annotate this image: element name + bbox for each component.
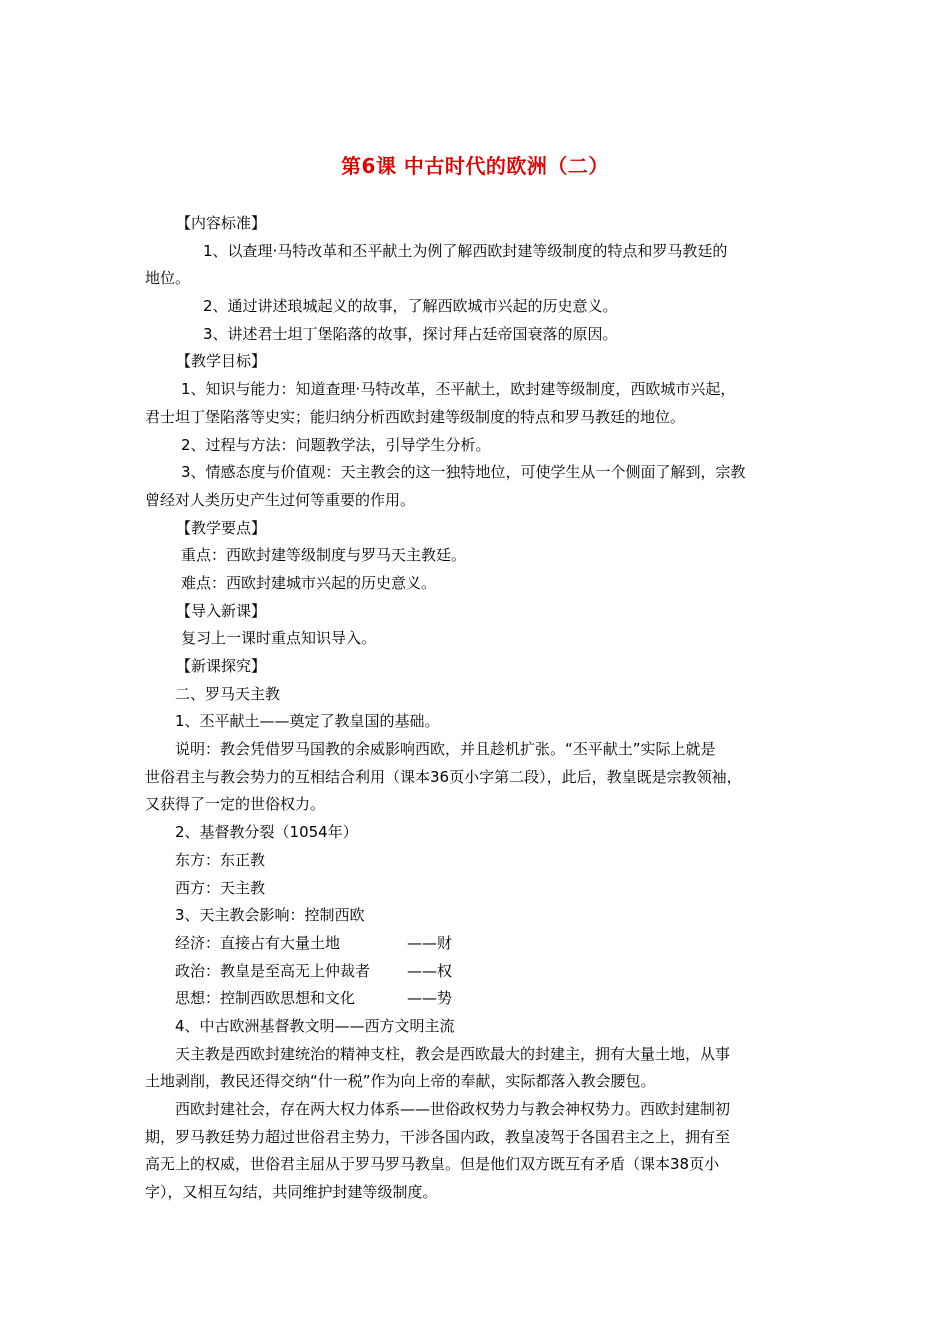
goal-item-3-cont: 曾经对人类历史产生过何等重要的作用。 bbox=[145, 490, 416, 509]
east-church: 东方：东正教 bbox=[175, 850, 266, 869]
page-title: 第6课 中古时代的欧洲（二） bbox=[341, 154, 609, 178]
west-church: 西方：天主教 bbox=[175, 878, 266, 897]
keypoint-focus: 重点：西欧封建等级制度与罗马天主教廷。 bbox=[181, 546, 467, 565]
section-header-standard: 【内容标准】 bbox=[176, 214, 267, 232]
paragraph-2-cont-3: 字），又相互勾结，共同维护封建等级制度。 bbox=[145, 1183, 438, 1202]
influence-politics bbox=[145, 958, 810, 986]
intro-text: 复习上一课时重点知识导入。 bbox=[181, 629, 377, 648]
paragraph-2: 西欧封建社会，存在两大权力体系——世俗政权势力与教会神权势力。西欧封建制初 bbox=[175, 1100, 731, 1118]
paragraph-1-cont: 土地剥削，教民还得交纳“什一税”作为向上帝的奉献，实际都落入教会腰包。 bbox=[145, 1072, 656, 1091]
standard-item-2: 2、通过讲述琅城起义的故事，了解西欧城市兴起的历史意义。 bbox=[203, 297, 618, 316]
document-body bbox=[145, 210, 810, 1207]
influence-economy bbox=[145, 930, 810, 958]
section-header-goals: 【教学目标】 bbox=[176, 352, 267, 371]
goal-item-2: 2、过程与方法：问题教学法，引导学生分析。 bbox=[181, 435, 491, 454]
influence-thought-tag: ——势 bbox=[407, 989, 453, 1008]
list-item-4: 4、中古欧洲基督教文明——西方文明主流 bbox=[175, 1016, 455, 1035]
standard-item-3: 3、讲述君士坦丁堡陷落的故事，探讨拜占廷帝国衰落的原因。 bbox=[203, 324, 618, 343]
standard-item-1: 1、以查理·马特改革和丕平献土为例了解西欧封建等级制度的特点和罗马教廷的 bbox=[203, 241, 728, 260]
section-header-intro: 【导入新课】 bbox=[176, 601, 267, 620]
part-title: 二、罗马天主教 bbox=[175, 684, 281, 703]
keypoint-difficulty: 难点：西欧封建城市兴起的历史意义。 bbox=[181, 573, 437, 592]
goal-item-1: 1、知识与能力：知道查理·马特改革，丕平献土，欧封建等级制度，西欧城市兴起， bbox=[181, 380, 736, 399]
goal-item-3: 3、情感态度与价值观：天主教会的这一独特地位，可使学生从一个侧面了解到，宗教 bbox=[181, 463, 746, 482]
goal-item-1-cont: 君士坦丁堡陷落等史实；能归纳分析西欧封建等级制度的特点和罗马教廷的地位。 bbox=[145, 407, 686, 426]
influence-thought-label: 思想：控制西欧思想和文化 bbox=[175, 989, 356, 1008]
note-paragraph-cont-2: 又获得了一定的世俗权力。 bbox=[145, 795, 326, 814]
influence-politics-label: 政治：教皇是至高无上仲裁者 bbox=[175, 961, 371, 980]
section-header-keypoints: 【教学要点】 bbox=[176, 518, 267, 537]
list-item-1: 1、丕平献土——奠定了教皇国的基础。 bbox=[175, 712, 440, 731]
paragraph-2-cont-1: 期，罗马教廷势力超过世俗君主势力，干涉各国内政，教皇凌驾于各国君主之上，拥有至 bbox=[145, 1127, 731, 1146]
note-paragraph-cont-1: 世俗君主与教会势力的互相结合利用（课本36页小字第二段），此后，教皇既是宗教领袖， bbox=[145, 767, 742, 786]
paragraph-1: 天主教是西欧封建统治的精神支柱，教会是西欧最大的封建主，拥有大量土地，从事 bbox=[175, 1044, 731, 1063]
list-item-3: 3、天主教会影响：控制西欧 bbox=[175, 906, 365, 925]
note-paragraph: 说明：教会凭借罗马国教的余威影响西欧，并且趁机扩张。“丕平献土”实际上就是 bbox=[175, 740, 716, 759]
influence-politics-tag: ——权 bbox=[407, 961, 453, 980]
influence-economy-label: 经济：直接占有大量土地 bbox=[175, 933, 341, 952]
section-header-explore: 【新课探究】 bbox=[176, 657, 267, 675]
influence-thought bbox=[145, 985, 810, 1013]
standard-item-1-cont: 地位。 bbox=[145, 269, 191, 288]
influence-economy-tag: ——财 bbox=[407, 933, 453, 952]
paragraph-2-cont-2: 高无上的权威，世俗君主屈从于罗马罗马教皇。但是他们双方既互有矛盾（课本38页小 bbox=[145, 1155, 720, 1174]
list-item-2: 2、基督教分裂（1054年） bbox=[175, 823, 358, 842]
